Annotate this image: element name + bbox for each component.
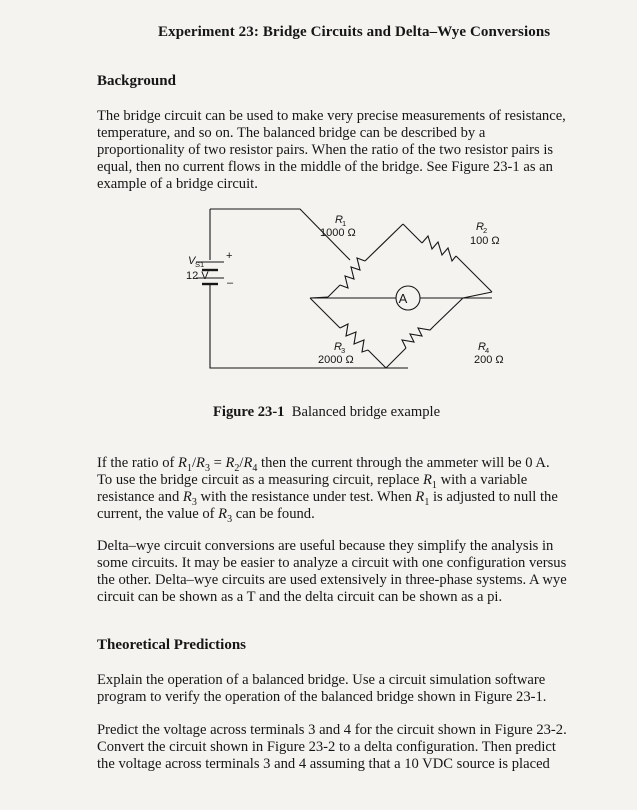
r2-subscript: 2 xyxy=(483,226,488,235)
r3-value: 2000 Ω xyxy=(318,354,354,366)
r1-name: R xyxy=(335,214,343,226)
minus-sign: – xyxy=(227,277,234,289)
plus-sign: + xyxy=(226,250,233,262)
page-title: Experiment 23: Bridge Circuits and Delta–Wye Conversions xyxy=(158,24,551,40)
theory-paragraph-2: Predict the voltage across terminals 3 and 4 for the circuit shown in Figure 23-2. Convert the circuit shown in Figure 23-2 to a delta configuration. Then predict the voltage across terminals 3 and 4 assuming that a 10 VDC source is placed xyxy=(97,722,567,772)
theory-paragraph-1: Explain the operation of a balanced bridge. Use a circuit simulation software program to verify the operation of the balanced bridge shown in Figure 23-1. xyxy=(97,672,547,705)
theory-heading: Theoretical Predictions xyxy=(97,637,247,653)
r1-value: 1000 Ω xyxy=(320,227,356,239)
figure-caption xyxy=(213,404,440,421)
r3-name: R xyxy=(334,341,342,353)
background-paragraph: The bridge circuit can be used to make very precise measurements of resistance, temperature, and so on. The balanced bridge can be described by a proportionality of two resistor pairs. When the ratio of the two resistor pairs is equal, then no current flows in the middle of the bridge. See Figure 23-1 as an example of a bridge circuit. xyxy=(97,108,566,192)
bridge-circuit-figure xyxy=(180,200,560,400)
ratio-paragraph: If the ratio of $R_1/R_3 = R_2/R_4$ then the current through the ammeter will be 0 A. To use the bridge circuit as a measuring circuit, replace $R_1$ with a variable resistance and $R_3$ with the resistance under test. When $R_1$ is adjusted to null the current, the value of $R_3$ can be found. xyxy=(97,455,558,525)
r2-value: 100 Ω xyxy=(470,235,500,247)
r4-subscript: 4 xyxy=(485,346,490,355)
figure-caption-text: Balanced bridge example xyxy=(291,404,441,420)
ammeter-label: A xyxy=(398,291,408,306)
delta-wye-paragraph: Delta–wye circuit conversions are useful because they simplify the analysis in some circuits. It may be easier to analyze a circuit with one configuration versus the other. Delta–wye circuits are used extensively in three-phase systems. A wye circuit can be shown as a T and the delta circuit can be shown as a pi. xyxy=(97,538,567,605)
source-value: 12 V xyxy=(186,270,209,282)
source-subscript: S1 xyxy=(195,260,205,269)
source-name: V xyxy=(188,255,196,267)
background-heading: Background xyxy=(97,73,176,89)
r3-subscript: 3 xyxy=(341,346,346,355)
left-bottom-wire xyxy=(210,284,408,368)
figure-caption-label: Figure 23-1 xyxy=(213,404,285,420)
r4-name: R xyxy=(478,341,486,353)
r2-name: R xyxy=(476,221,484,233)
resistor-r1-zigzag xyxy=(340,258,365,288)
resistor-r4-zigzag xyxy=(402,326,434,348)
resistor-r2-zigzag xyxy=(422,236,456,261)
r1-subscript: 1 xyxy=(342,219,347,228)
r4-value: 200 Ω xyxy=(474,354,504,366)
